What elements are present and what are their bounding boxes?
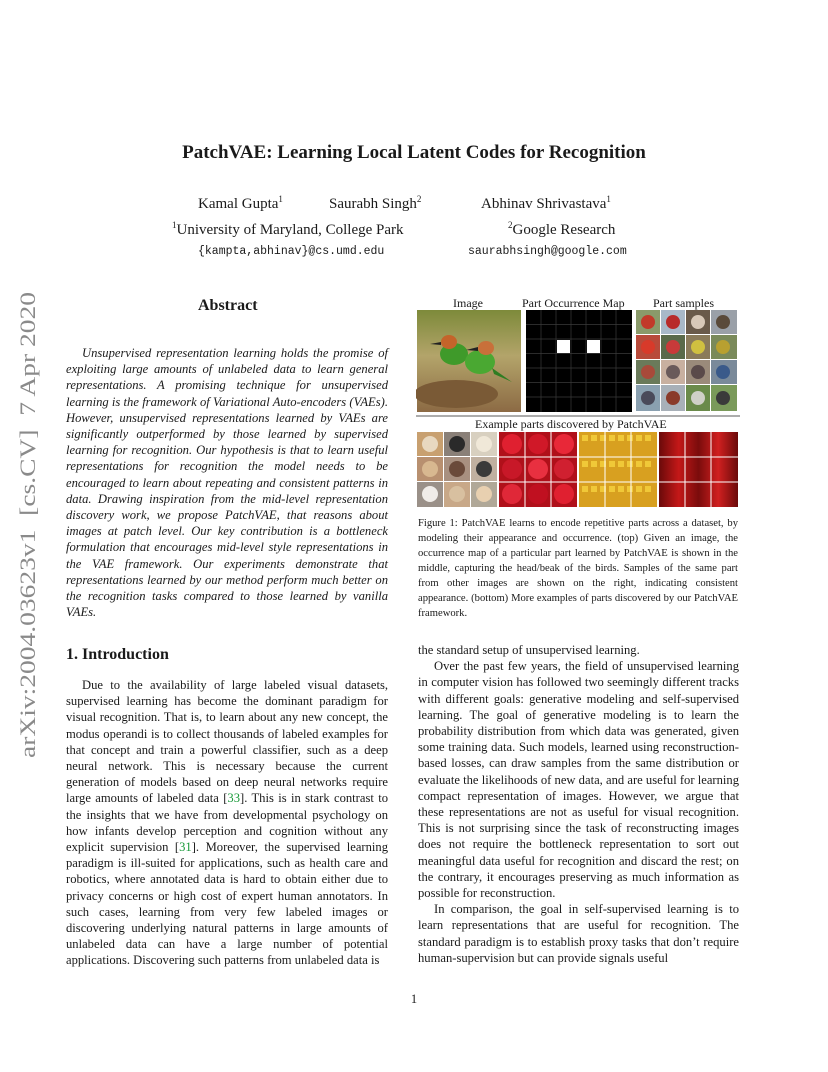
figure-part-samples — [636, 310, 737, 411]
figure-label-occurrence-map: Part Occurrence Map — [522, 296, 625, 310]
introduction-paragraph-1-end: the standard setup of unsupervised learning. — [418, 643, 640, 657]
figure-parts-strawberries — [499, 432, 577, 507]
introduction-paragraph-1: Due to the availability of large labeled visual datasets, supervised learning has become the dominant paradigm for visual recognition. That is, to learn about any new concept, the modus operandi is to collect thousands of labeled examples for that concept and train a powerful classifier, such as a deep neural network. This is necessary because the current generation of models based on deep neural networks require large amounts of labeled data [33]. This is in stark contrast to the insights that we have from developmental psychology on how infants develop perception and cognition without any explicit supervision [31]. Moreover, the supervised learning paradigm is ill-suited for applications, such as health care and robotics, where annotated data is hard to obtain either due to privacy concerns or high cost of expert human annotators. In such cases, learning from very few labeled images or discovering underlying natural patterns in large amounts of unlabeled data can have a large number of potential applications. Discovering such patterns from unlabeled data is — [66, 678, 388, 968]
email-1: {kampta,abhinav}@cs.umd.edu — [198, 245, 385, 258]
introduction-paragraph-2: Over the past few years, the field of unsupervised learning in computer vision has followed two seemingly different tracks with different goals: generative modeling and self-supervised learning. The goal of generative modeling is to learn the probability distribution from which data was generated, given some training data. Such models, learned using reconstruction-based losses, can draw samples from the same distribution or evaluate the likelihoods of new data, and are useful for learning compact representation of images. However, we argue that these representations are not as useful for visual recognition. This is not surprising since the task of reconstructing images does not require the bottleneck representation to sort out meaningful data useful for recognition and discard the rest; on the contrary, it encourages preserving as much information as possible for reconstruction. — [418, 659, 739, 901]
email-2: saurabhsingh@google.com — [468, 245, 627, 258]
page-number: 1 — [410, 992, 418, 1006]
figure-label-image: Image — [453, 296, 483, 310]
paper-title: PatchVAE: Learning Local Latent Codes for Recognition — [182, 142, 646, 163]
figure-parts-dogs — [417, 432, 497, 507]
arxiv-stamp-text: arXiv:2004.03623v1 [cs.CV] 7 Apr 2020 — [15, 376, 40, 758]
figure-caption: Figure 1: PatchVAE learns to encode repetitive parts across a dataset, by modeling their appearance and occurrence. (top) Given an image, the occurrence map of a particular part learned by PatchVAE is shown in the middle, capturing the head/beak of the birds. Samples of the same part from other images are shown on the right, indicating consistent appearance. (bottom) More examples of parts discovered by our PatchVAE framework. — [418, 518, 738, 619]
figure-parts-corn — [579, 432, 657, 507]
author-2: Saurabh Singh$^2$ — [329, 194, 422, 212]
abstract-heading: Abstract — [198, 297, 258, 314]
figure-1 — [416, 296, 740, 511]
abstract-body — [66, 345, 388, 620]
figure-occurrence-map — [526, 310, 632, 412]
introduction-right-column — [418, 642, 739, 966]
affiliation-1: $^1$University of Maryland, College Park — [172, 220, 404, 238]
abstract-paragraph: Unsupervised representation learning holds the promise of exploiting large amounts of unlabeled data to learn general representations. A promising technique for unsupervised learning is the framework of Variational Auto-encoders (VAEs). However, unsupervised representations learned by VAEs are significantly outperformed by those learned by supervised learning for recognition. Our hypothesis is that to learn useful representations for recognition the model needs to be encouraged to learn about repeating and consistent patterns in data. Drawing inspiration from the mid-level representation discovery work, we propose PatchVAE, that reasons about images at patch level. Our key contribution is a bottleneck formulation that encourages mid-level style representations in the VAE framework. Our experiments demonstrate that representations learned by our method perform much better on the recognition tasks compared to those learned by vanilla VAEs. — [66, 346, 388, 620]
author-3: Abhinav Shrivastava$^1$ — [481, 194, 611, 212]
introduction-paragraph-3: In comparison, the goal in self-supervised learning is to learn representations that are useful for recognition. The standard paradigm is to establish proxy tasks that don’t require human-supervision but can provide signals useful — [418, 902, 739, 965]
figure-parts-curtains — [659, 432, 738, 507]
author-1: Kamal Gupta$^1$ — [198, 194, 283, 212]
figure-label-bottom: Example parts discovered by PatchVAE — [475, 417, 667, 431]
citation-31[interactable]: 31 — [179, 840, 192, 855]
figure-bird-image — [416, 310, 521, 412]
introduction-heading: 1. Introduction — [66, 646, 169, 663]
citation-33[interactable]: 33 — [227, 791, 241, 806]
figure-label-part-samples: Part samples — [653, 296, 714, 310]
arxiv-stamp — [2, 290, 46, 760]
introduction-left-column — [66, 677, 388, 969]
affiliation-2: $^2$Google Research — [508, 220, 616, 238]
